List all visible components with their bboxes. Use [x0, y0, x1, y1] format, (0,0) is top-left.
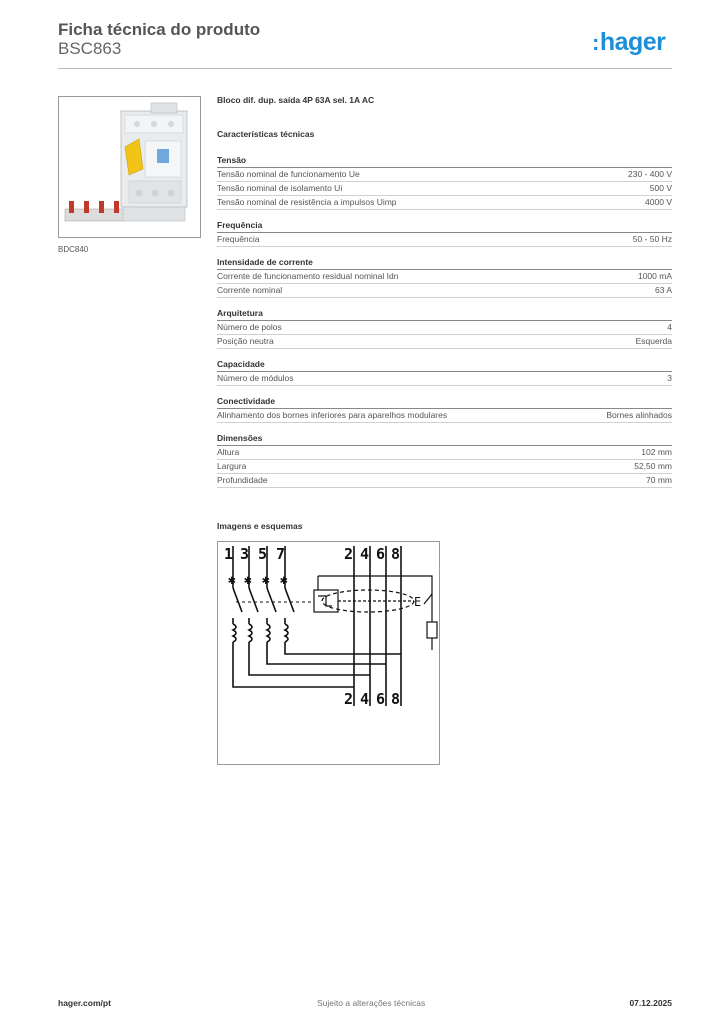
spec-row: [217, 335, 672, 349]
spec-row: [217, 446, 672, 460]
terminal-label: 1: [224, 545, 234, 563]
spec-value: 52,50 mm: [634, 461, 672, 471]
product-illustration: [59, 97, 200, 237]
wiring-diagram: [218, 542, 439, 764]
trip-marker-icon: ✱: [244, 573, 252, 588]
spec-row: [217, 168, 672, 182]
trip-marker-icon: ✱: [280, 573, 288, 588]
spec-value: 63 A: [654, 285, 672, 295]
spec-value: Bornes alinhados: [606, 410, 672, 420]
section-title: Capacidade: [217, 359, 672, 372]
test-button-label: E: [414, 595, 422, 609]
terminal-label: 8: [391, 690, 401, 708]
product-image: [58, 96, 201, 238]
footer-date: 07.12.2025: [629, 998, 672, 1008]
spec-value: 4000 V: [645, 197, 672, 207]
spec-row: [217, 321, 672, 335]
terminal-label: 8: [391, 545, 401, 563]
terminal-label: 6: [376, 690, 386, 708]
terminal-label: 2: [344, 690, 354, 708]
spec-row: [217, 460, 672, 474]
specs-table: [217, 95, 672, 488]
spec-label: Altura: [217, 447, 240, 457]
section-dimensoes: [217, 433, 672, 488]
logo-text: hager: [599, 28, 666, 56]
trip-marker-icon: ✱: [228, 573, 236, 588]
spec-row: [217, 196, 672, 210]
spec-label: Profundidade: [217, 475, 268, 485]
specs-heading: Características técnicas: [217, 129, 315, 139]
section-title: Conectividade: [217, 396, 672, 409]
spec-value: Esquerda: [635, 336, 672, 346]
spec-row: [217, 372, 672, 386]
spec-label: Corrente de funcionamento residual nominal Idn: [217, 271, 399, 281]
terminal-label: 4: [360, 545, 370, 563]
terminal-label: 3: [240, 545, 250, 563]
spec-value: 230 - 400 V: [628, 169, 672, 179]
spec-label: Largura: [217, 461, 247, 471]
spec-label: Posição neutra: [217, 336, 274, 346]
section-capacidade: [217, 359, 672, 386]
spec-label: Corrente nominal: [217, 285, 283, 295]
spec-row: [217, 233, 672, 247]
hager-logo: :hager: [592, 28, 666, 56]
terminal-label: 4: [360, 690, 370, 708]
product-code: BSC863: [58, 39, 122, 58]
spec-value: 102 mm: [641, 447, 672, 457]
section-arquitetura: [217, 308, 672, 349]
footer-website[interactable]: hager.com/pt: [58, 998, 111, 1008]
terminal-label: 7: [276, 545, 286, 563]
section-title: Intensidade de corrente: [217, 257, 672, 270]
product-description: Bloco dif. dup. saída 4P 63A sel. 1A AC: [217, 95, 375, 105]
spec-label: Tensão nominal de funcionamento Ue: [217, 169, 360, 179]
terminal-label: 2: [344, 545, 354, 563]
spec-value: 70 mm: [646, 475, 672, 485]
spec-row: [217, 270, 672, 284]
spec-value: 1000 mA: [637, 271, 672, 281]
spec-row: [217, 182, 672, 196]
spec-label: Frequência: [217, 234, 260, 244]
section-title: Arquitetura: [217, 308, 672, 321]
wiring-schematic: [217, 541, 440, 765]
section-title: Tensão: [217, 155, 672, 168]
section-title: Frequência: [217, 220, 672, 233]
spec-label: Número de módulos: [217, 373, 294, 383]
section-title: Dimensões: [217, 433, 672, 446]
footer-note: Sujeito a alterações técnicas: [317, 998, 426, 1008]
terminal-label: 5: [258, 545, 268, 563]
section-intensidade: [217, 257, 672, 298]
spec-value: 500 V: [649, 183, 672, 193]
terminal-label: 6: [376, 545, 386, 563]
spec-label: Alinhamento dos bornes inferiores para aparelhos modulares: [217, 410, 448, 420]
spec-row: [217, 409, 672, 423]
spec-value: 50 - 50 Hz: [632, 234, 672, 244]
section-tensao: [217, 155, 672, 210]
spec-row: [217, 474, 672, 488]
spec-label: Tensão nominal de resistência a impulsos Uimp: [217, 197, 397, 207]
page-title: Ficha técnica do produto: [58, 20, 261, 39]
section-frequencia: [217, 220, 672, 247]
trip-marker-icon: ✱: [262, 573, 270, 588]
spec-label: Tensão nominal de isolamento Ui: [217, 183, 343, 193]
spec-row: [217, 284, 672, 298]
section-conectividade: [217, 396, 672, 423]
images-heading: Imagens e esquemas: [217, 521, 303, 531]
spec-value: 4: [667, 322, 672, 332]
spec-value: 3: [667, 373, 672, 383]
header-divider: [58, 68, 672, 69]
image-caption: BDC840: [58, 245, 89, 254]
spec-label: Número de polos: [217, 322, 282, 332]
